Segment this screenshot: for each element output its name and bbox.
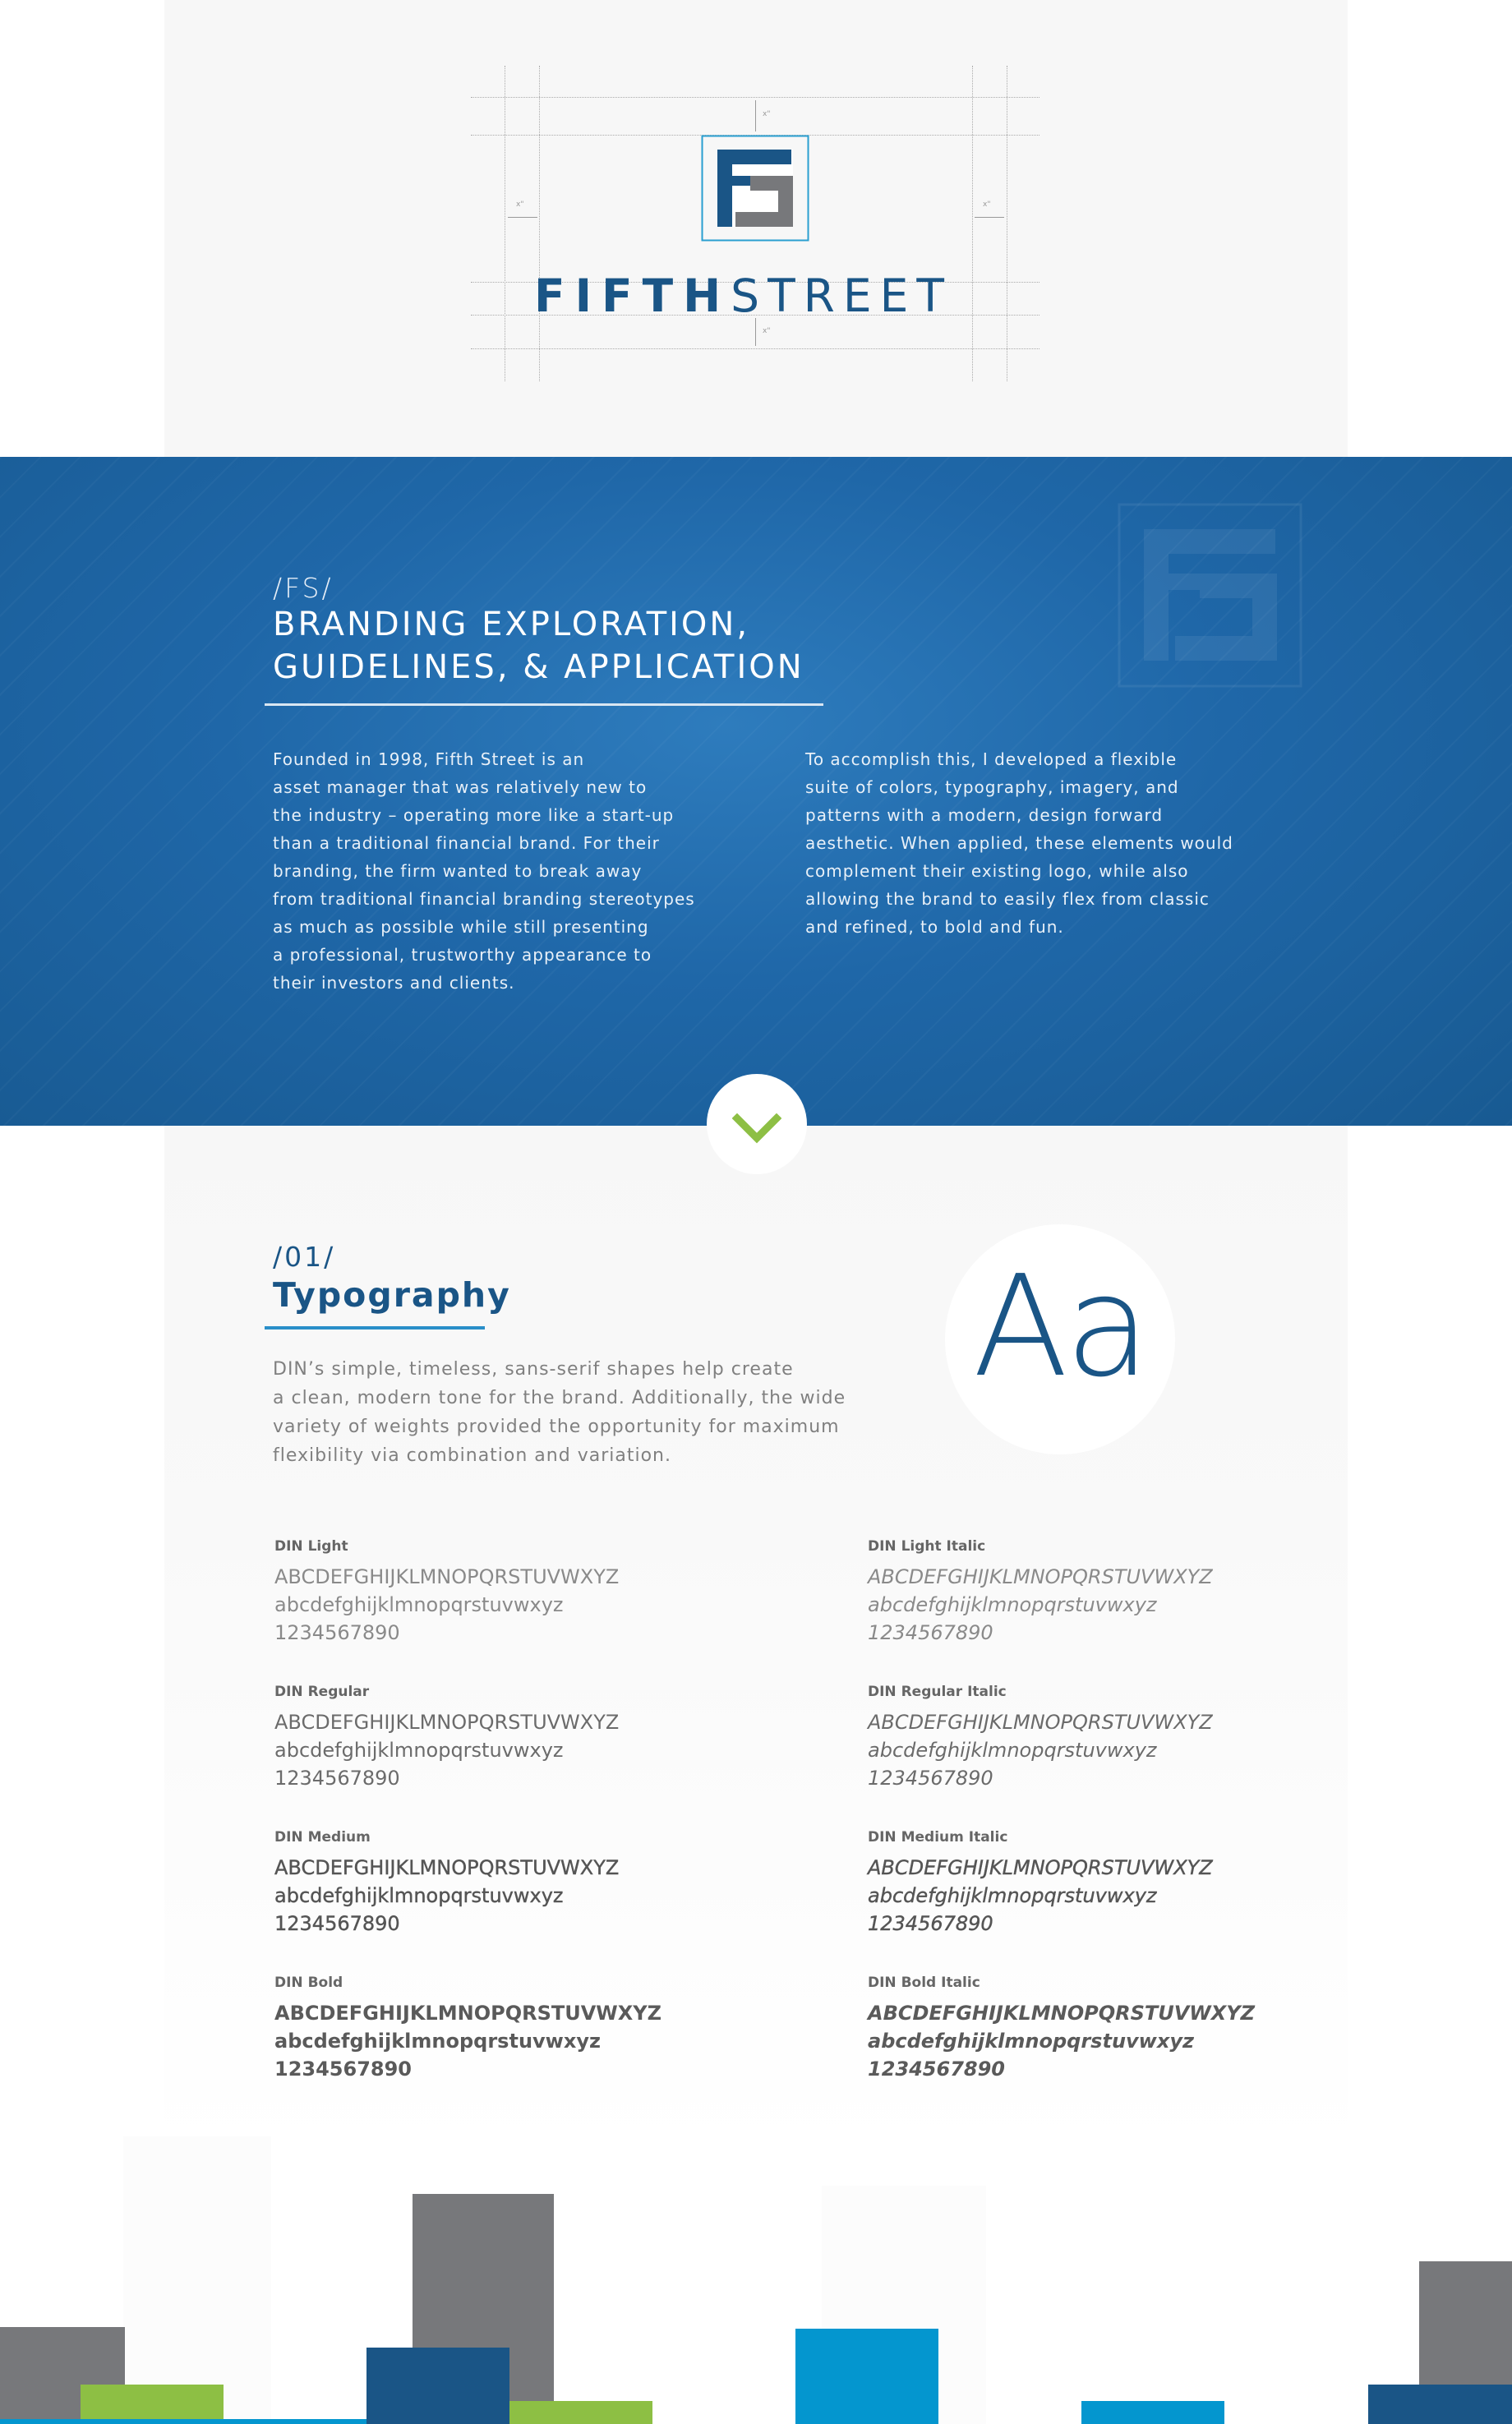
guide-line xyxy=(972,66,973,381)
spacing-label: x" xyxy=(516,200,524,209)
text-line: To accomplish this, I developed a flexible xyxy=(805,749,1178,769)
intro-title-line-1: BRANDING EXPLORATION, xyxy=(273,606,750,643)
font-name: DIN Medium Italic xyxy=(868,1829,1008,1846)
navy-block xyxy=(1368,2385,1512,2424)
lowercase-sample: abcdefghijklmnopqrstuvwxyz xyxy=(274,1884,564,1907)
uppercase-sample: ABCDEFGHIJKLMNOPQRSTUVWXYZ xyxy=(868,2002,1256,2025)
text-line: a professional, trustworthy appearance to xyxy=(273,945,652,965)
text-line: their investors and clients. xyxy=(273,973,515,993)
spacing-label: x" xyxy=(763,110,771,118)
chevron-down-icon xyxy=(732,1113,781,1146)
numbers-sample: 1234567890 xyxy=(868,1621,993,1644)
spacing-arrow xyxy=(975,217,1004,218)
guide-line xyxy=(471,348,1040,349)
uppercase-sample: ABCDEFGHIJKLMNOPQRSTUVWXYZ xyxy=(868,1711,1213,1734)
spacing-label: x" xyxy=(763,327,771,335)
guide-line xyxy=(471,97,1040,98)
uppercase-sample: ABCDEFGHIJKLMNOPQRSTUVWXYZ xyxy=(274,1711,620,1734)
typography-title-underline xyxy=(265,1326,485,1330)
font-specimen-din-light xyxy=(274,1538,702,1647)
guide-line xyxy=(539,66,540,381)
lowercase-sample: abcdefghijklmnopqrstuvwxyz xyxy=(274,2030,601,2053)
numbers-sample: 1234567890 xyxy=(868,2058,1005,2081)
text-line: aesthetic. When applied, these elements would xyxy=(805,833,1233,853)
text-line: the industry – operating more like a start-up xyxy=(273,805,675,825)
text-line: than a traditional financial brand. For their xyxy=(273,833,660,853)
font-specimen-din-light-italic xyxy=(868,1538,1295,1647)
numbers-sample: 1234567890 xyxy=(868,1767,993,1790)
font-specimen-din-medium-italic xyxy=(868,1829,1295,1938)
text-line: variety of weights provided the opportunity for maximum xyxy=(273,1417,840,1437)
intro-kicker: /FS/ xyxy=(273,572,334,604)
green-block xyxy=(509,2401,652,2424)
text-line: branding, the firm wanted to break away xyxy=(273,861,643,881)
wordmark-light: STREET xyxy=(731,270,952,322)
numbers-sample: 1234567890 xyxy=(274,1912,400,1935)
sky-block xyxy=(0,2419,370,2424)
intro-section xyxy=(0,457,1512,1126)
text-line: as much as possible while still presenting xyxy=(273,917,649,937)
uppercase-sample: ABCDEFGHIJKLMNOPQRSTUVWXYZ xyxy=(274,2002,662,2025)
font-name: DIN Bold Italic xyxy=(868,1975,980,1991)
fs-monogram-logo xyxy=(701,135,809,242)
lowercase-sample: abcdefghijklmnopqrstuvwxyz xyxy=(868,1884,1157,1907)
font-name: DIN Light xyxy=(274,1538,348,1555)
lowercase-sample: abcdefghijklmnopqrstuvwxyz xyxy=(868,1593,1157,1616)
faint-block xyxy=(123,2136,271,2424)
uppercase-sample: ABCDEFGHIJKLMNOPQRSTUVWXYZ xyxy=(868,1856,1213,1879)
uppercase-sample: ABCDEFGHIJKLMNOPQRSTUVWXYZ xyxy=(868,1565,1213,1588)
numbers-sample: 1234567890 xyxy=(274,1621,400,1644)
text-line: from traditional financial branding stereotypes xyxy=(273,889,695,909)
text-line: and refined, to bold and fun. xyxy=(805,917,1064,937)
font-specimen-din-regular-italic xyxy=(868,1684,1295,1792)
scroll-down-button[interactable] xyxy=(707,1074,807,1174)
text-line: Founded in 1998, Fifth Street is an xyxy=(273,749,585,769)
typography-title: Typography xyxy=(273,1275,511,1315)
font-specimen-din-medium xyxy=(274,1829,702,1938)
font-specimen-din-regular xyxy=(274,1684,702,1792)
text-line: patterns with a modern, design forward xyxy=(805,805,1164,825)
spacing-arrow xyxy=(508,217,537,218)
green-block xyxy=(81,2385,224,2424)
numbers-sample: 1234567890 xyxy=(868,1912,993,1935)
uppercase-sample: ABCDEFGHIJKLMNOPQRSTUVWXYZ xyxy=(274,1856,620,1879)
intro-paragraph-right xyxy=(805,745,1233,941)
spacing-arrow xyxy=(755,100,756,131)
spacing-arrow xyxy=(755,318,756,346)
sky-block xyxy=(1081,2401,1224,2424)
navy-block xyxy=(366,2348,509,2424)
typography-kicker: /01/ xyxy=(273,1241,336,1273)
intro-title-line-2: GUIDELINES, & APPLICATION xyxy=(273,648,804,686)
text-line: asset manager that was relatively new to xyxy=(273,777,648,797)
lowercase-sample: abcdefghijklmnopqrstuvwxyz xyxy=(274,1593,564,1616)
text-line: complement their existing logo, while also xyxy=(805,861,1189,881)
font-specimen-din-bold xyxy=(274,1975,702,2083)
text-line: suite of colors, typography, imagery, and xyxy=(805,777,1179,797)
wordmark-bold: FIFTH xyxy=(534,270,731,322)
intro-title-underline xyxy=(265,703,823,706)
fs-watermark-logo xyxy=(1118,503,1302,688)
lowercase-sample: abcdefghijklmnopqrstuvwxyz xyxy=(868,1739,1157,1762)
type-sample-glyph: Aa xyxy=(972,1246,1148,1408)
font-specimen-din-bold-italic xyxy=(868,1975,1295,2083)
uppercase-sample: ABCDEFGHIJKLMNOPQRSTUVWXYZ xyxy=(274,1565,620,1588)
text-line: allowing the brand to easily flex from classic xyxy=(805,889,1210,909)
lowercase-sample: abcdefghijklmnopqrstuvwxyz xyxy=(868,2030,1194,2053)
numbers-sample: 1234567890 xyxy=(274,2058,412,2081)
font-name: DIN Medium xyxy=(274,1829,371,1846)
font-name: DIN Regular xyxy=(274,1684,370,1700)
numbers-sample: 1234567890 xyxy=(274,1767,400,1790)
sky-block xyxy=(795,2329,938,2424)
text-line: flexibility via combination and variation. xyxy=(273,1445,671,1466)
text-line: a clean, modern tone for the brand. Additionally, the wide xyxy=(273,1388,846,1408)
font-name: DIN Bold xyxy=(274,1975,343,1991)
font-name: DIN Regular Italic xyxy=(868,1684,1007,1700)
text-line: DIN’s simple, timeless, sans-serif shapes help create xyxy=(273,1359,794,1380)
typography-description xyxy=(273,1355,846,1470)
font-name: DIN Light Italic xyxy=(868,1538,986,1555)
intro-paragraph-left xyxy=(273,745,695,997)
lowercase-sample: abcdefghijklmnopqrstuvwxyz xyxy=(274,1739,564,1762)
fifth-street-wordmark xyxy=(534,271,978,320)
spacing-label: x" xyxy=(983,200,991,209)
